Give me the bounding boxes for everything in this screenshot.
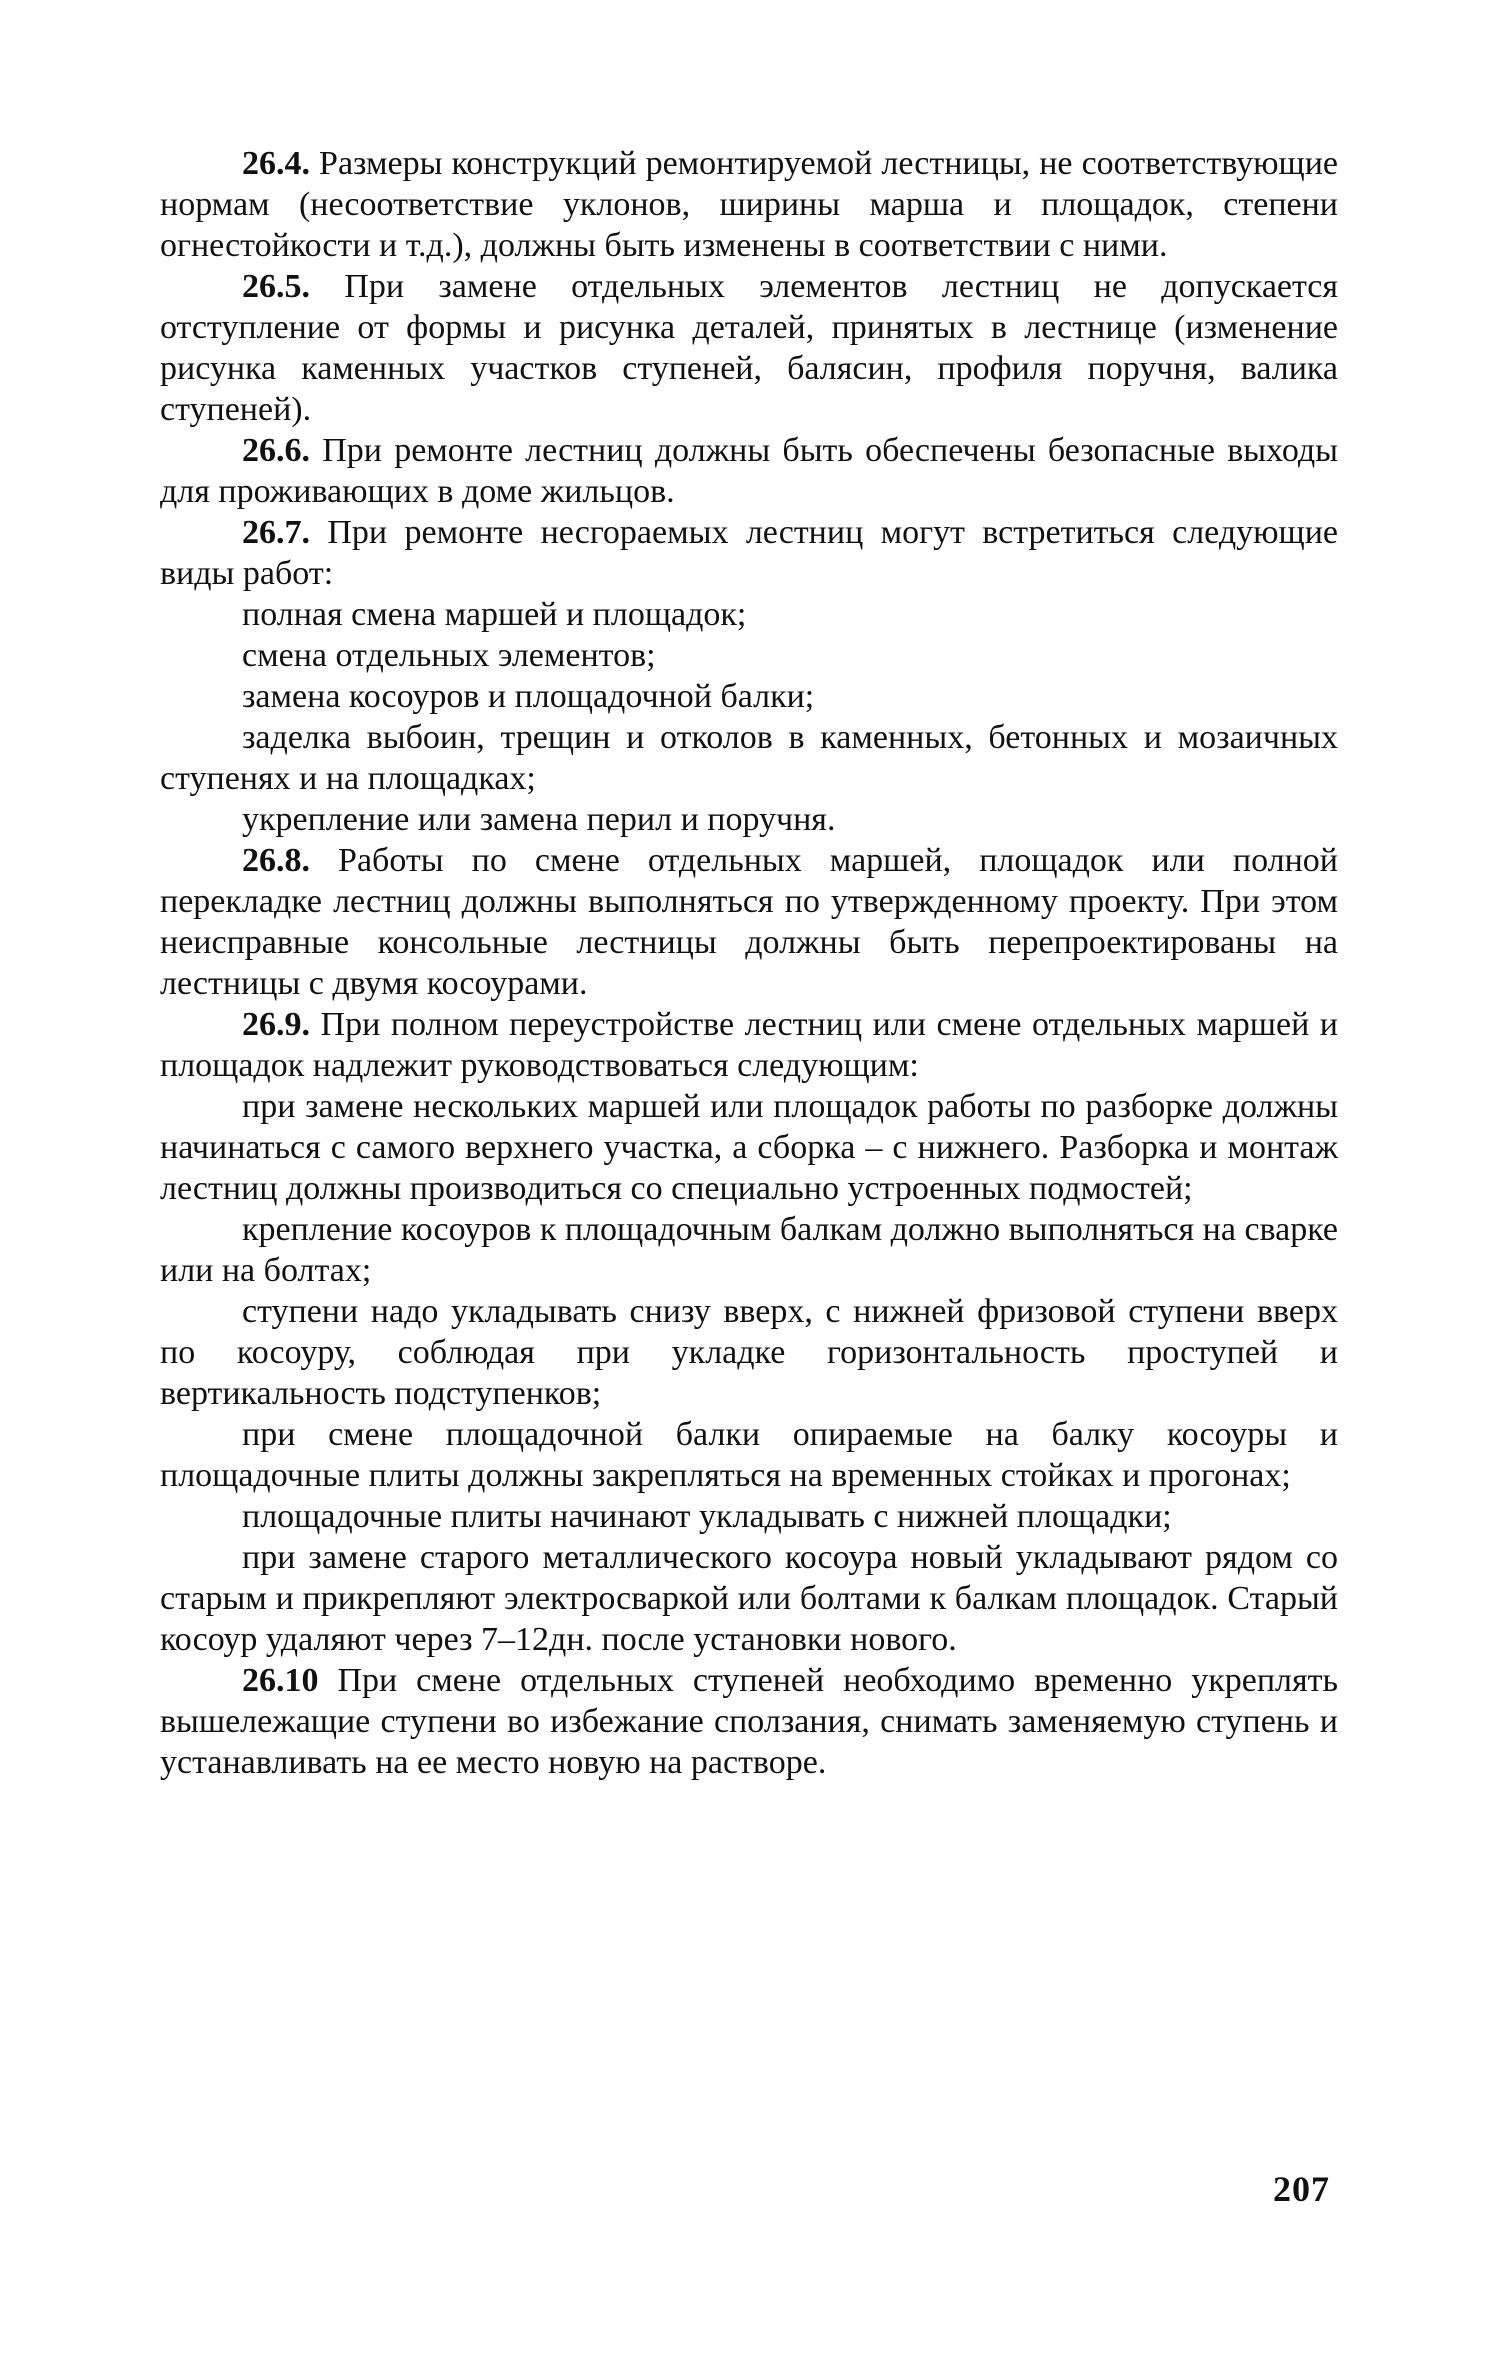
- list-item-text: смена отдельных элементов;: [242, 637, 656, 674]
- list-item: [160, 1291, 1338, 1414]
- paragraph-number: 26.6.: [242, 432, 310, 469]
- list-item: [160, 676, 1338, 717]
- page-number: 207: [1273, 2169, 1330, 2209]
- list-item-text: при смене площадочной балки опираемые на балку косоуры и площадочные плиты должны закрепляться на временных стойках и прогонах;: [160, 1416, 1338, 1494]
- list-item: [160, 1209, 1338, 1291]
- list-item-text: замена косоуров и площадочной балки;: [242, 678, 815, 715]
- list-item-text: полная смена маршей и площадок;: [242, 596, 747, 633]
- paragraph-26-6: [160, 430, 1338, 512]
- list-item: [160, 1086, 1338, 1209]
- paragraph-26-7: [160, 512, 1338, 594]
- list-item: [160, 594, 1338, 635]
- paragraph-number: 26.5.: [242, 268, 310, 305]
- paragraph-text: При ремонте лестниц должны быть обеспечены безопасные выходы для проживающих в доме жильцов.: [160, 432, 1338, 510]
- paragraph-26-8: [160, 840, 1338, 1004]
- paragraph-number: 26.7.: [242, 514, 310, 551]
- list-item-text: при замене старого металлического косоура новый укладывают рядом со старым и прикрепляют электросваркой или болтами к балкам площадок. Старый косоур удаляют через 7–12дн. после установки нового.: [160, 1539, 1338, 1658]
- paragraph-text: При замене отдельных элементов лестниц не допускается отступление от формы и рисунка деталей, принятых в лестнице (изменение рисунка каменных участков ступеней, балясин, профиля поручня, валика ступеней).: [160, 268, 1338, 428]
- paragraph-text: При смене отдельных ступеней необходимо временно укреплять вышележащие ступени во избежание сползания, снимать заменяемую ступень и устанавливать на ее место новую на растворе.: [160, 1662, 1338, 1781]
- list-item-text: при замене нескольких маршей или площадок работы по разборке должны начинаться с самого верхнего участка, а сборка – с нижнего. Разборка и монтаж лестниц должны производиться со специально устроенных подмостей;: [160, 1088, 1338, 1207]
- paragraph-number: 26.9.: [242, 1006, 310, 1043]
- paragraph-26-5: [160, 266, 1338, 430]
- list-item: [160, 717, 1338, 799]
- paragraph-number: 26.4.: [242, 145, 310, 182]
- paragraph-number: 26.8.: [242, 842, 310, 879]
- list-item-text: ступени надо укладывать снизу вверх, с нижней фризовой ступени вверх по косоуру, соблюдая при укладке горизонтальность проступей и вертикальность подступенков;: [160, 1293, 1338, 1412]
- list-item: [160, 1537, 1338, 1660]
- paragraph-text: Размеры конструкций ремонтируемой лестницы, не соответствующие нормам (несоответствие уклонов, ширины марша и площадок, степени огнестойкости и т.д.), должны быть изменены в соответствии с ними.: [160, 145, 1338, 264]
- body-text: [160, 143, 1338, 1783]
- paragraph-26-10: [160, 1660, 1338, 1783]
- paragraph-26-9: [160, 1004, 1338, 1086]
- list-item: [160, 635, 1338, 676]
- list-item: [160, 1496, 1338, 1537]
- list-item-text: заделка выбоин, трещин и отколов в каменных, бетонных и мозаичных ступенях и на площадках;: [160, 719, 1338, 797]
- list-item: [160, 1414, 1338, 1496]
- paragraph-text: При ремонте несгораемых лестниц могут встретиться следующие виды работ:: [160, 514, 1338, 592]
- paragraph-26-4: [160, 143, 1338, 266]
- list-item-text: крепление косоуров к площадочным балкам должно выполняться на сварке или на болтах;: [160, 1211, 1339, 1289]
- paragraph-text: Работы по смене отдельных маршей, площадок или полной перекладке лестниц должны выполняться по утвержденному проекту. При этом неисправные консольные лестницы должны быть перепроектированы на лестницы с двумя косоурами.: [160, 842, 1338, 1002]
- list-item-text: площадочные плиты начинают укладывать с нижней площадки;: [242, 1498, 1172, 1535]
- paragraph-number: 26.10: [242, 1662, 319, 1699]
- paragraph-text: При полном переустройстве лестниц или смене отдельных маршей и площадок надлежит руководствоваться следующим:: [160, 1006, 1338, 1084]
- list-item-text: укрепление или замена перил и поручня.: [242, 801, 836, 838]
- list-item: [160, 799, 1338, 840]
